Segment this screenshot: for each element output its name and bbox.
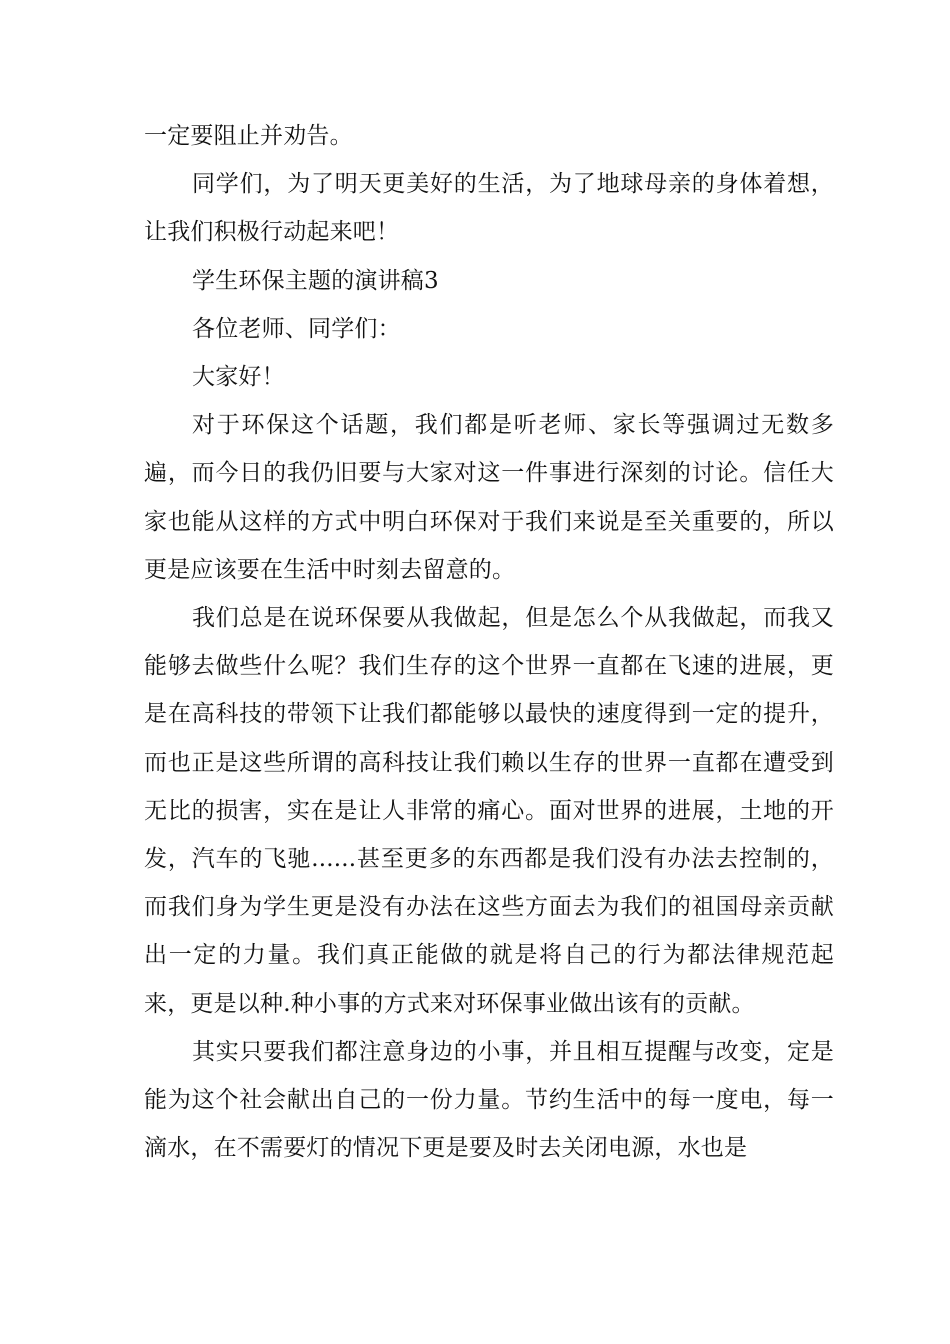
salutation: 各位老师、同学们： bbox=[192, 315, 401, 342]
paragraph-closing-appeal: 同学们，为了明天更美好的生活，为了地球母亲的身体着想，让我们积极行动起来吧！ bbox=[144, 171, 834, 246]
paragraph-intro: 对于环保这个话题，我们都是听老师、家长等强调过无数多遍，而今日的我仍旧要与大家对这一件事进行深刻的讨论。信任大家也能从这样的方式中明白环保对于我们来说是至关重要的，所以更是应该要在生活中时刻去留意的。 bbox=[144, 412, 834, 583]
section-heading: 学生环保主题的演讲稿3 bbox=[192, 267, 439, 294]
greeting: 大家好！ bbox=[192, 364, 285, 391]
document-body bbox=[144, 112, 834, 1172]
paragraph-conclusion: 其实只要我们都注意身边的小事，并且相互提醒与改变，定是能为这个社会献出自己的一份力量。节约生活中的每一度电，每一滴水，在不需要灯的情况下更是要及时去关闭电源，水也是 bbox=[144, 1038, 834, 1162]
paragraph-continuation: 一定要阻止并劝告。 bbox=[144, 123, 353, 149]
paragraph-body: 我们总是在说环保要从我做起，但是怎么个从我做起，而我又能够去做些什么呢？我们生存的这个世界一直都在飞速的进展，更是在高科技的带领下让我们都能够以最快的速度得到一定的提升，而也正是这些所谓的高科技让我们赖以生存的世界一直都在遭受到无比的损害，实在是让人非常的痛心。面对世界的进展，土地的开发，汽车的飞驰......甚至更多的东西都是我们没有办法去控制的，而我们身为学生更是没有办法在这些方面去为我们的祖国母亲贡献出一定的力量。我们真正能做的就是将自己的行为都法律规范起来，更是以种.种小事的方式来对环保事业做出该有的贡献。 bbox=[144, 605, 834, 1017]
